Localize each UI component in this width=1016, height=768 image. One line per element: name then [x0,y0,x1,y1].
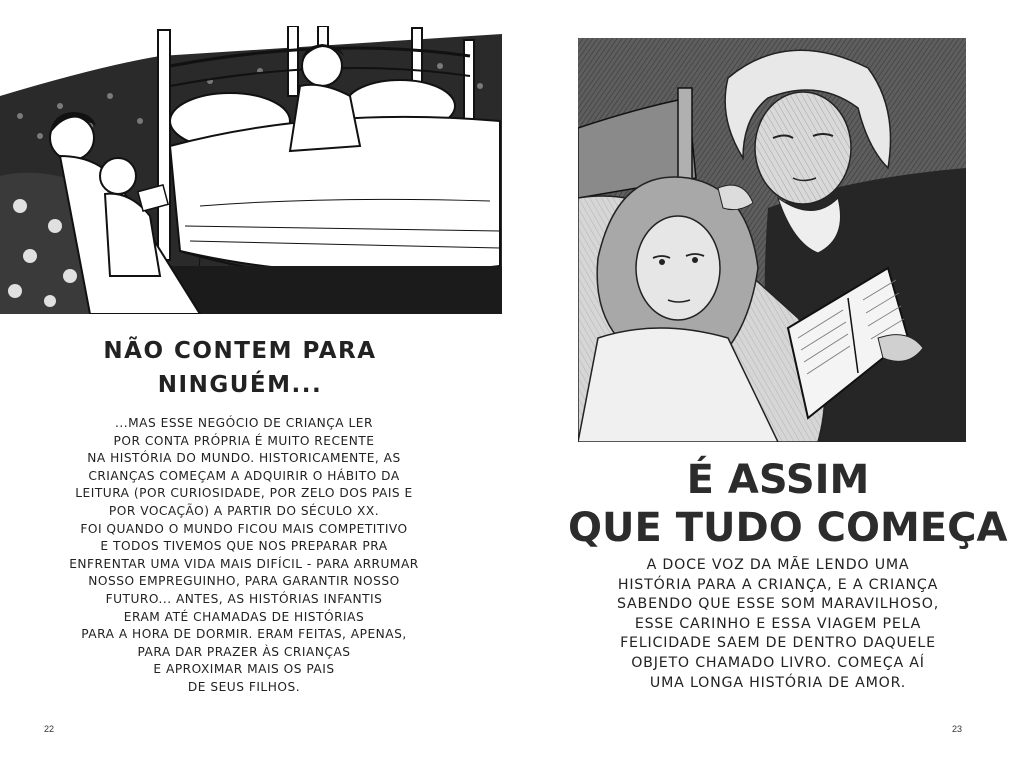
text-line: ESSE CARINHO E ESSA VIAGEM PELA [634,615,922,632]
text-line: NA HISTÓRIA DO MUNDO. HISTORICAMENTE, AS [87,451,401,466]
text-line: ...MAS ESSE NEGÓCIO DE CRIANÇA LER [115,416,373,430]
page-number: 23 [952,724,963,734]
text-line: CRIANÇAS COMEÇAM A ADQUIRIR O HÁBITO DA [88,468,400,483]
text-line: POR CONTA PRÓPRIA É MUITO RECENTE [113,433,375,448]
text-line: A DOCE VOZ DA MÃE LENDO UMA [646,557,910,573]
right-page [508,0,1016,768]
text-line: LEITURA (POR CURIOSIDADE, POR ZELO DOS PAIS E [75,486,413,501]
text-line: ENFRENTAR UMA VIDA MAIS DIFÍCIL - PARA ARRUMAR [69,556,419,571]
page-number: 22 [44,724,55,734]
mother-reading-engraving [578,38,966,442]
page-heading [60,334,420,402]
page-heading [568,456,1008,552]
text-line: PARA A HORA DE DORMIR. ERAM FEITAS, APENAS, [81,627,407,642]
text-line: FUTURO... ANTES, AS HISTÓRIAS INFANTIS [105,591,383,606]
heading-line: NINGUÉM... [157,372,323,398]
body-text [38,415,450,697]
text-line: E APROXIMAR MAIS OS PAIS [153,662,335,677]
text-line: UMA LONGA HISTÓRIA DE AMOR. [649,674,907,691]
heading-line: NÃO CONTEM PARA [103,338,377,364]
text-line: DE SEUS FILHOS. [187,679,301,694]
text-line: HISTÓRIA PARA A CRIANÇA, E A CRIANÇA [617,576,939,593]
heading-line: QUE TUDO COMEÇA [568,505,1008,551]
text-line: NOSSO EMPREGUINHO, PARA GARANTIR NOSSO [88,574,400,589]
text-line: PARA DAR PRAZER ÀS CRIANÇAS [137,644,351,659]
heading-line: É ASSIM [686,457,870,503]
text-line: FELICIDADE SAEM DE DENTRO DAQUELE [620,635,936,652]
bedtime-story-illustration [0,26,502,314]
body-text [568,556,988,693]
text-line: ERAM ATÉ CHAMADAS DE HISTÓRIAS [123,609,365,624]
text-line: FOI QUANDO O MUNDO FICOU MAIS COMPETITIVO [80,521,408,536]
text-line: POR VOCAÇÃO) A PARTIR DO SÉCULO XX. [108,503,380,518]
text-line: SABENDO QUE ESSE SOM MARAVILHOSO, [616,596,940,613]
text-line: E TODOS TIVEMOS QUE NOS PREPARAR PRA [100,539,388,554]
text-line: OBJETO CHAMADO LIVRO. COMEÇA AÍ [631,654,925,671]
